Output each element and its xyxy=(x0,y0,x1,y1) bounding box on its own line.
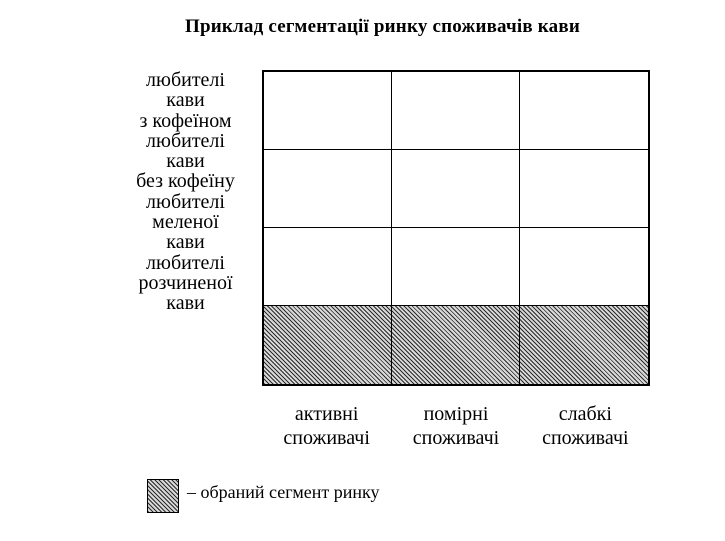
row-label-decaf: любителі кави без кофеїну xyxy=(136,129,235,193)
grid-cell xyxy=(520,72,648,150)
diagram-title: Приклад сегментації ринку споживачів кави xyxy=(185,16,580,37)
selected-segment-cell xyxy=(264,306,392,384)
col-label-weak: слабкі споживачі xyxy=(542,403,629,449)
row-labels xyxy=(118,70,253,314)
grid-cell xyxy=(264,150,392,228)
column-labels xyxy=(262,402,650,450)
grid-cell xyxy=(392,228,520,306)
grid-cell xyxy=(392,72,520,150)
grid-cell xyxy=(520,228,648,306)
col-label-active: активні споживачі xyxy=(283,403,370,449)
legend-hatch-swatch xyxy=(147,479,179,513)
grid-cell xyxy=(264,228,392,306)
row-label-caffeinated: любителі кави з кофеїном xyxy=(139,69,232,132)
grid-cell xyxy=(264,72,392,150)
grid-cell xyxy=(392,150,520,228)
col-label-moderate: помірні споживачі xyxy=(412,403,500,449)
legend xyxy=(147,479,380,513)
segmentation-grid xyxy=(262,70,650,386)
legend-text: – обраний сегмент ринку xyxy=(187,482,380,502)
row-label-instant: любителі розчиненої кави xyxy=(138,251,233,315)
selected-segment-cell xyxy=(392,306,520,384)
selected-segment-cell xyxy=(520,306,648,384)
row-label-ground: любителі меленої кави xyxy=(146,190,225,254)
grid-cell xyxy=(520,150,648,228)
